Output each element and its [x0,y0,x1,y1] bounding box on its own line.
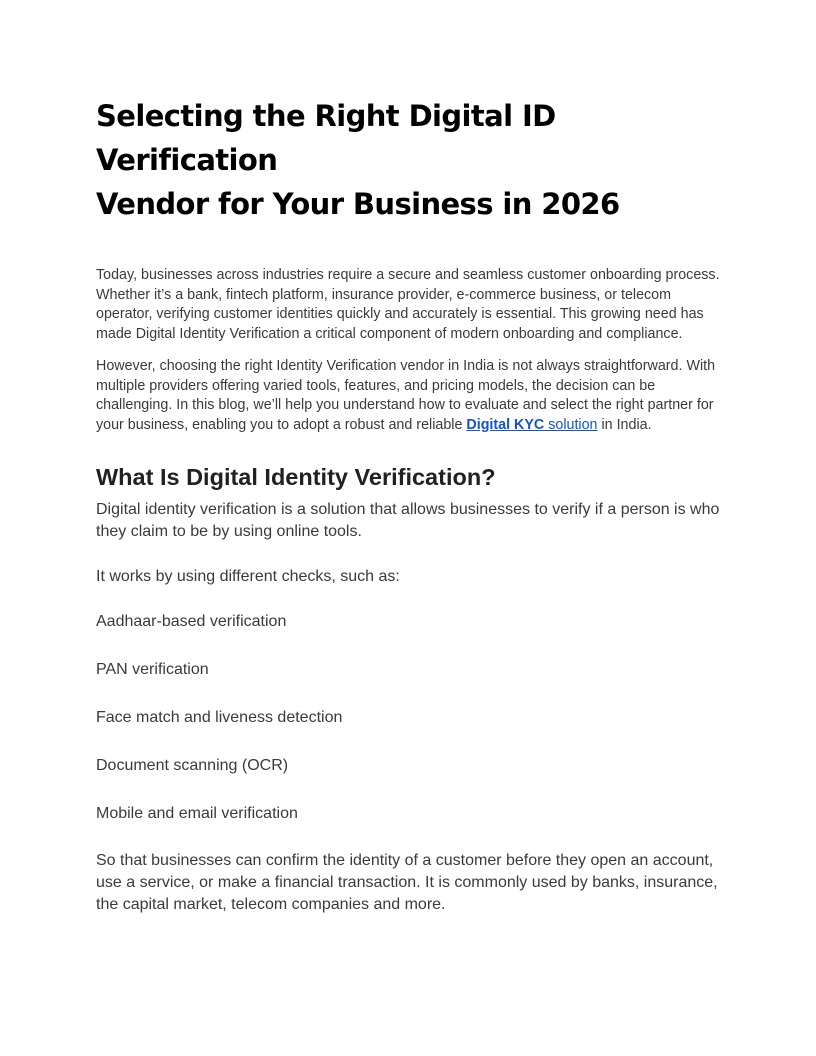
digital-kyc-link[interactable] [466,417,597,433]
check-item: Face match and liveness detection [96,709,343,726]
intro-paragraph: Today, businesses across industries require a secure and seamless customer onboarding process. Whether it’s a bank, fintech platform, insurance provider, e-commerce business, or telecom operator, verifying customer identities quickly and accurately is essential. This growing need has made Digital Identity Verification a critical component of modern onboarding and compliance. [96,267,720,342]
page-title [96,94,722,226]
digital-kyc-link-bold: Digital KYC [466,416,545,433]
check-item: Document scanning (OCR) [96,757,289,774]
title-line-1: Selecting the Right Digital ID Verification [96,99,556,177]
check-item: PAN verification [96,661,209,678]
digital-kyc-link-rest: solution [544,416,598,433]
vendor-paragraph [96,357,722,435]
vendor-paragraph-text: However, choosing the right Identity Verification vendor in India is not always straightforward. With multiple providers offering varied tools, features, and pricing models, the decision can be challenging. In this blog, we’ll help you understand how to evaluate and select the right partner for your business, enabling you to adopt a robust and reliable [96,358,716,433]
definition-paragraph: Digital identity verification is a solution that allows businesses to verify if a person is who they claim to be by using online tools. [96,501,720,540]
check-item: Aadhaar-based verification [96,613,287,630]
vendor-paragraph-end: in India. [597,416,652,433]
document-content [96,94,722,916]
checks-intro: It works by using different checks, such as: [96,568,400,585]
closing-paragraph: So that businesses can confirm the identity of a customer before they open an account, use a service, or make a financial transaction. It is commonly used by banks, insurance, the capital market, telecom companies and more. [96,852,718,913]
check-item: Mobile and email verification [96,805,298,822]
section-heading: What Is Digital Identity Verification? [96,464,496,490]
title-line-2: Vendor for Your Business in 2026 [96,187,620,221]
